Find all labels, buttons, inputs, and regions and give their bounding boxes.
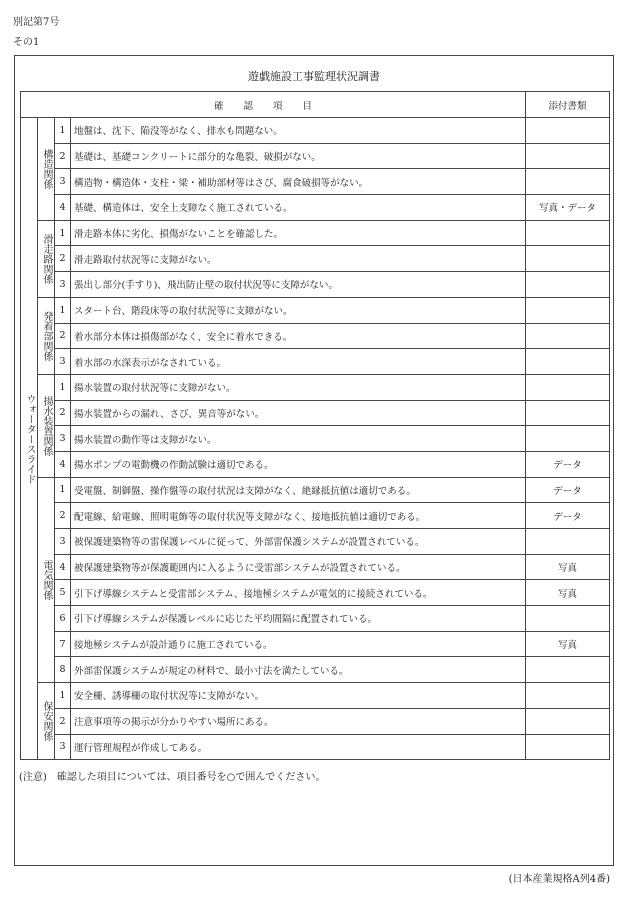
table-row [21,297,610,323]
table-row [21,580,610,606]
item-number: 1 [55,118,71,144]
table-row [21,143,610,169]
group-label: 構造関係 [38,118,55,221]
table-row [21,118,610,144]
item-text: 基礎、構造体は、安全上支障なく施工されている。 [71,195,526,221]
item-text: 運行管理規程が作成してある。 [71,734,526,760]
item-number: 4 [55,195,71,221]
item-attachment: データ [526,451,610,477]
table-row [21,477,610,503]
item-text: 外部雷保護システムが規定の材料で、最小寸法を満たしている。 [71,657,526,683]
item-attachment [526,297,610,323]
item-attachment: 写真 [526,580,610,606]
item-text: 着水部の水深表示がなされている。 [71,349,526,375]
item-attachment [526,426,610,452]
item-text: 接地極システムが設計通りに施工されている。 [71,631,526,657]
table-row [21,349,610,375]
item-number: 3 [55,169,71,195]
item-attachment [526,683,610,709]
item-number: 3 [55,734,71,760]
item-attachment [526,349,610,375]
table-row [21,708,610,734]
table-row [21,246,610,272]
item-number: 8 [55,657,71,683]
table-row [21,734,610,760]
main-category-label: ウォータースライド [21,118,38,760]
item-text: 安全柵、誘導柵の取付状況等に支障がない。 [71,683,526,709]
item-attachment [526,529,610,555]
table-row [21,631,610,657]
item-attachment [526,272,610,298]
item-attachment [526,246,610,272]
item-attachment [526,400,610,426]
item-number: 2 [55,246,71,272]
header-confirm-items: 確認項目 [21,92,526,118]
item-text: スタート台、階段床等の取付状況等に支障がない。 [71,297,526,323]
item-text: 揚水装置の取付状況等に支障がない。 [71,374,526,400]
item-text: 揚水装置の動作等は支障がない。 [71,426,526,452]
item-text: 引下げ導線システムが保護レベルに応じた平均間隔に配置されている。 [71,606,526,632]
table-row [21,169,610,195]
item-text: 被保護建築物等の雷保護レベルに従って、外部雷保護システムが設置されている。 [71,529,526,555]
item-number: 2 [55,143,71,169]
item-number: 3 [55,426,71,452]
item-number: 1 [55,477,71,503]
form-number: 別記第7号 [13,17,60,28]
item-number: 3 [55,272,71,298]
item-attachment [526,118,610,144]
item-text: 受電盤、制御盤、操作盤等の取付状況は支障がなく、絶縁抵抗値は適切である。 [71,477,526,503]
table-row [21,451,610,477]
table-row [21,657,610,683]
item-text: 揚水ポンプの電動機の作動試験は適切である。 [71,451,526,477]
item-attachment: 写真 [526,631,610,657]
table-row [21,426,610,452]
item-attachment [526,734,610,760]
table-row [21,683,610,709]
item-attachment [526,374,610,400]
inspection-table [20,91,610,760]
item-text: 被保護建築物等が保護範囲内に入るように受雷部システムが設置されている。 [71,554,526,580]
form-frame [14,55,614,866]
item-text: 揚水装置からの漏れ、さび、異音等がない。 [71,400,526,426]
item-attachment [526,323,610,349]
item-attachment: 写真・データ [526,195,610,221]
group-label: 揚水装置関係 [38,374,55,477]
table-row [21,503,610,529]
table-row [21,554,610,580]
page-title: 遊戯施設工事監理状況調書 [248,70,380,83]
item-number: 6 [55,606,71,632]
table-row [21,400,610,426]
item-attachment: データ [526,477,610,503]
item-number: 2 [55,708,71,734]
item-number: 5 [55,580,71,606]
table-row [21,529,610,555]
item-attachment [526,657,610,683]
group-label: 電気関係 [38,477,55,683]
item-attachment: データ [526,503,610,529]
item-number: 3 [55,529,71,555]
item-attachment [526,143,610,169]
item-text: 着水部分本体は損傷部がなく、安全に着水できる。 [71,323,526,349]
item-text: 滑走路本体に劣化、損傷がないことを確認した。 [71,220,526,246]
table-row [21,195,610,221]
header-attachments: 添付書類 [526,92,610,118]
item-text: 滑走路取付状況等に支障がない。 [71,246,526,272]
footer-standard: (日本産業規格A列4番) [508,874,610,885]
table-row [21,220,610,246]
group-label: 保安関係 [38,683,55,760]
item-text: 地盤は、沈下、陥没等がなく、排水も問題ない。 [71,118,526,144]
item-number: 1 [55,220,71,246]
item-number: 2 [55,323,71,349]
table-row [21,374,610,400]
item-attachment [526,606,610,632]
item-text: 基礎は、基礎コンクリートに部分的な亀裂、破損がない。 [71,143,526,169]
item-text: 注意事項等の掲示が分かりやすい場所にある。 [71,708,526,734]
item-number: 1 [55,297,71,323]
item-attachment [526,220,610,246]
form-part: その1 [13,37,40,48]
item-number: 1 [55,374,71,400]
item-number: 2 [55,503,71,529]
item-text: 張出し部分(手すり)、飛出防止壁の取付状況等に支障がない。 [71,272,526,298]
item-number: 4 [55,554,71,580]
table-row [21,323,610,349]
item-attachment: 写真 [526,554,610,580]
item-number: 7 [55,631,71,657]
table-row [21,272,610,298]
group-label: 発着部関係 [38,297,55,374]
table-row [21,606,610,632]
group-label: 滑走路関係 [38,220,55,297]
item-attachment [526,169,610,195]
item-text: 引下げ導線システムと受雷部システム、接地極システムが電気的に接続されている。 [71,580,526,606]
item-number: 1 [55,683,71,709]
note-text: (注意) 確認した項目については、項目番号を○で囲んでください。 [19,772,326,783]
item-number: 2 [55,400,71,426]
item-number: 3 [55,349,71,375]
item-attachment [526,708,610,734]
item-text: 構造物・構造体・支柱・梁・補助部材等はさび、腐食破損等がない。 [71,169,526,195]
item-text: 配電線、給電線、照明電飾等の取付状況等支障がなく、接地抵抗値は適切である。 [71,503,526,529]
item-number: 4 [55,451,71,477]
